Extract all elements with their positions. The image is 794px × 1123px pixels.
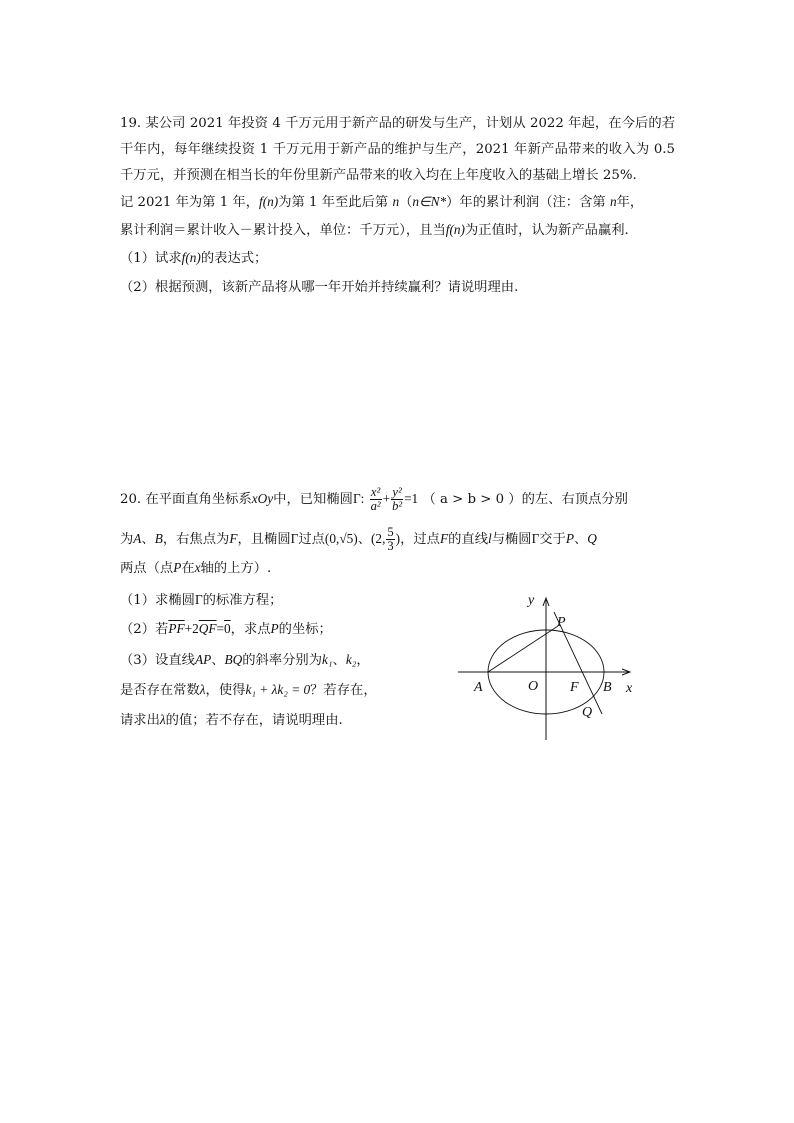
q20-part-2: （2）若$\overline{PF}+2\overline{QF}=0$，求点P的坐标； [120,621,332,637]
fraction-5-3: $\frac{5}{3}$ [387,525,394,553]
q19-line-4: 记 2021 年为第 1 年，f(n)为第 1 年至此后第 n（n∈N*）年的累计利润（注：含第 n年， [120,194,644,210]
label-y: y [528,593,535,608]
label-A: A [474,680,483,695]
n-in-N: n∈N* [412,194,447,209]
q20-part-3-line-3: 请求出λ的值；若不存在，请说明理由. [120,712,343,728]
ellipse-figure [450,588,640,748]
label-O: O [528,679,539,694]
q20-line-2: 为A、B，右焦点为F，且椭圆Γ过点(0,√5)、(2, $\frac{5}{3}$ )，过点F的直线l与椭圆Γ交于P、Q [120,525,597,553]
label-F: F [570,680,579,695]
q20-part-1: （1）求椭圆Γ的标准方程； [120,592,283,608]
q19-part-2: （2）根据预测，该新产品将从哪一年开始并持续赢利？请说明理由. [120,280,519,295]
q19-line-3: 千万元，并预测在相当长的年份里新产品带来的收入均在上年度收入的基础上增长 25%. [120,168,637,183]
q20-part-3-line-1: （3）设直线AP、BQ的斜率分别为k₁、k₂， [120,652,370,668]
fraction-x2-a2: $\frac{\text{x²}}{\text{a²}}$ [370,485,381,513]
q20-line-1: 20. 在平面直角坐标系xOy中，已知椭圆Γ: $\frac{\text{x²}}{\text{a²}}$ + $\frac{\text{y²}}{\text{b²}}$ =1 （ a > b > 0 ）的左、右顶点分别 [120,485,628,513]
label-P: P [557,615,566,630]
q19-part-1: （1）试求f(n)的表达式； [120,250,268,266]
point-1: (0,√5) [324,531,358,546]
label-Q: Q [582,705,593,720]
q20-part-3-line-2: 是否存在常数λ，使得k₁ + λk₂ = 0？若存在， [120,682,377,698]
label-x: x [626,681,633,696]
fraction-y2-b2: $\frac{\text{y²}}{\text{b²}}$ [392,485,403,513]
label-B: B [603,680,612,695]
q19-line-1: 19. 某公司 2021 年投资 4 千万元用于新产品的研发与生产，计划从 2022 年起，在今后的若 [120,116,675,131]
fn-symbol: f(n) [259,194,279,209]
q19-line-2: 干年内，每年继续投资 1 千万元用于新产品的维护与生产，2021 年新产品带来的收入为 0.5 [120,142,675,157]
q19-line-5: 累计利润＝累计收入－累计投入，单位：千万元），且当f(n)为正值时，认为新产品赢利. [120,222,629,238]
q20-line-3: 两点（点P在x轴的上方）. [120,560,272,576]
